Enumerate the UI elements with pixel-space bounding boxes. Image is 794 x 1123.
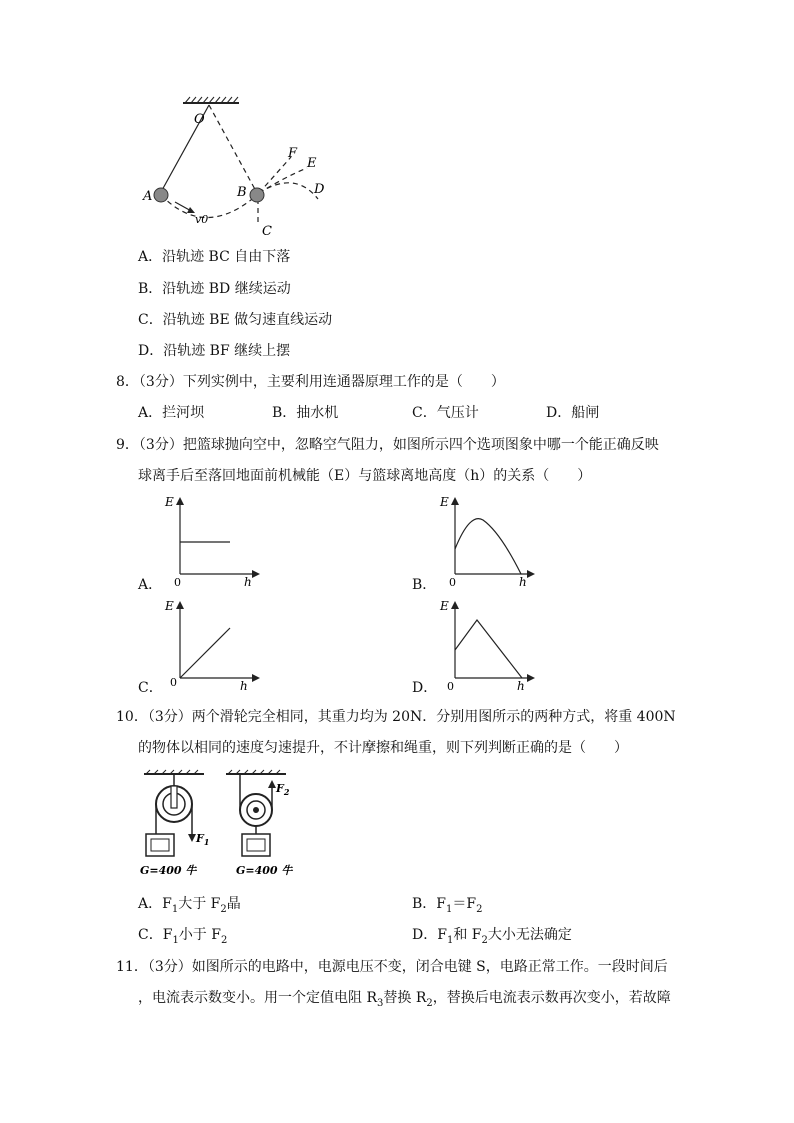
q10-stem-line2: 的物体以相同的速度匀速提升，不计摩擦和绳重，则下列判断正确的是（ ） <box>138 740 628 756</box>
q9-graph-a-label: A． <box>138 577 163 593</box>
ball-a <box>154 188 168 202</box>
axis-h: h <box>244 575 252 589</box>
q7-option-a: A．沿轨迹 BC 自由下落 <box>138 249 291 265</box>
q11-line1: 11．（3分）如图所示的电路中，电源电压不变，闭合电键 S，电路正常工作。一段时间后 <box>116 959 668 975</box>
q9-stem-line2: 球离手后至落回地面前机械能（E）与篮球离地高度（h）的关系（ ） <box>138 468 592 484</box>
label-f: F <box>288 146 298 161</box>
label-v0: v0 <box>195 213 209 226</box>
q9-graph-c-label: C． <box>138 680 163 696</box>
q9-graph-d-label: D． <box>412 680 438 696</box>
ball-b <box>250 188 264 202</box>
q8-option-d: D．船闸 <box>546 405 600 421</box>
q7-option-b: B．沿轨迹 BD 继续运动 <box>138 281 291 297</box>
q7-option-c: C．沿轨迹 BE 做匀速直线运动 <box>138 312 333 328</box>
q8-option-c: C．气压计 <box>412 405 479 421</box>
force-f2: $F_2$ <box>276 782 290 797</box>
label-d: D <box>314 182 325 197</box>
axis-h: h <box>517 679 525 693</box>
q9-graph-d <box>435 598 545 693</box>
origin: 0 <box>170 676 177 689</box>
q10-option-c: C．$F_1$小于 $F_2$ <box>138 927 228 946</box>
q9-graph-b <box>435 494 545 589</box>
q10-stem-line1: 10．（3分）两个滑轮完全相同，其重力均为 20N．分别用图所示的两种方式，将重 400N <box>116 709 676 725</box>
origin: 0 <box>174 576 181 589</box>
label-b: B <box>237 185 247 200</box>
axis-e: E <box>165 495 174 509</box>
label-o: O <box>194 112 205 127</box>
q9-graph-b-label: B． <box>412 577 437 593</box>
pulley-figure <box>138 770 308 880</box>
axis-h: h <box>240 679 248 693</box>
q10-option-a: A．$F_1$大于 $F_2$晶 <box>138 896 241 915</box>
q11-line2: ，电流表示数变小。用一个定值电阻 $R_3$替换 $R_2$，替换后电流表示数再次变小，若故障 <box>138 990 671 1009</box>
axis-h: h <box>519 575 527 589</box>
q7-option-d: D．沿轨迹 BF 继续上摆 <box>138 343 291 359</box>
q9-graph-a <box>160 494 270 589</box>
q9-graph-c <box>160 598 270 693</box>
q9-stem-line1: 9．（3分）把篮球抛向空中，忽略空气阻力，如图所示四个选项图象中哪一个能正确反映 <box>116 437 659 453</box>
axis-e: E <box>440 599 449 613</box>
weight-left: G=400 牛 <box>140 864 197 877</box>
weight-right: G=400 牛 <box>236 864 293 877</box>
q8-stem: 8．（3分）下列实例中，主要利用连通器原理工作的是（ ） <box>116 374 505 390</box>
label-a: A <box>143 189 153 204</box>
q10-option-b: B．$F_1=F_2$ <box>412 896 483 915</box>
force-f1: $F_1$ <box>196 832 210 847</box>
q8-option-b: B．抽水机 <box>272 405 339 421</box>
axis-e: E <box>165 599 174 613</box>
label-c: C <box>262 224 272 239</box>
q8-option-a: A．拦河坝 <box>138 405 205 421</box>
origin: 0 <box>449 576 456 589</box>
axis-e: E <box>440 495 449 509</box>
q10-option-d: D．$F_1$和 $F_2$大小无法确定 <box>412 927 572 946</box>
label-e: E <box>307 156 317 171</box>
pendulum-figure <box>135 95 335 245</box>
origin: 0 <box>447 680 454 693</box>
